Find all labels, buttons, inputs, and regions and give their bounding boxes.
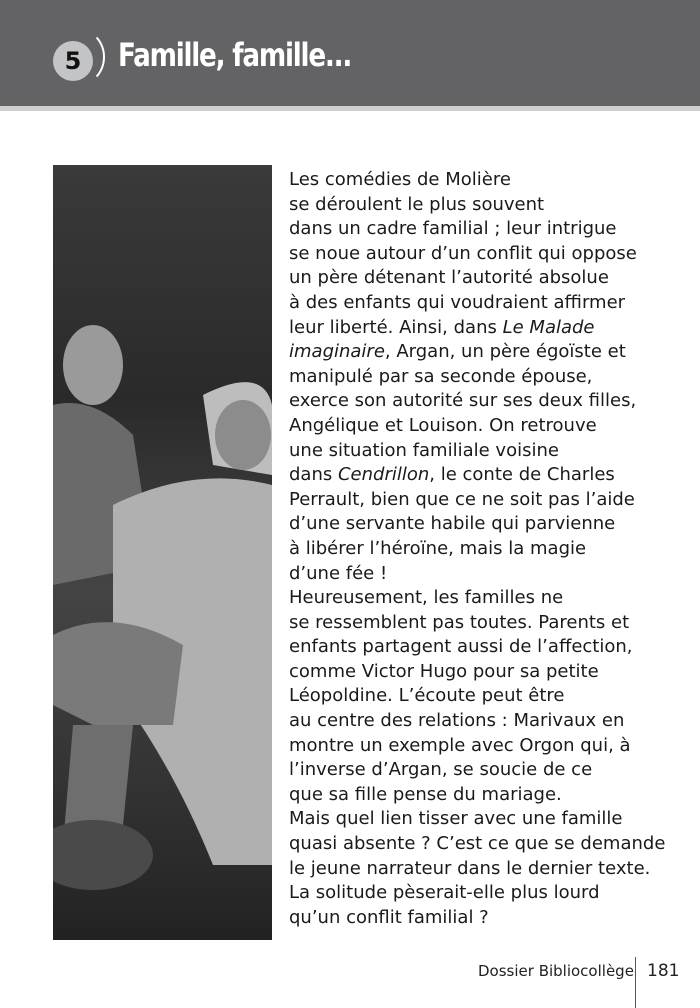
text-segment: à libérer l’héroïne, mais la magie (289, 537, 587, 559)
text-segment: Les comédies de Molière (289, 169, 511, 190)
text-line (289, 266, 689, 291)
text-segment: montre un exemple avec Orgon qui, à (289, 734, 631, 756)
text-segment: un père détenant l’autorité absolue (289, 267, 609, 289)
text-segment: Angélique et Louison. On retrouve (289, 414, 597, 436)
italic-title: imaginaire (289, 341, 385, 363)
header-divider (0, 106, 700, 111)
footer-separator (635, 957, 636, 1008)
text-line (289, 562, 689, 587)
text-line (289, 586, 689, 611)
text-segment: d’une servante habile qui parvienne (289, 513, 616, 535)
text-segment: l’inverse d’Argan, se soucie de ce (289, 759, 593, 781)
text-line (289, 439, 689, 464)
chapter-number-badge: 5 (53, 41, 93, 81)
text-line (289, 463, 689, 488)
text-segment: exerce son autorité sur ses deux filles, (289, 390, 637, 412)
text-segment: que sa fille pense du mariage. (289, 783, 562, 805)
text-line (289, 488, 689, 513)
painting-illustration (53, 165, 272, 940)
text-segment: Perrault, bien que ce ne soit pas l’aide (289, 488, 635, 510)
text-line (289, 291, 689, 316)
text-segment: qu’un conflit familial ? (289, 906, 489, 928)
text-line (289, 389, 689, 414)
chapter-title: Famille, famille... (118, 36, 352, 74)
text-line (289, 832, 689, 857)
text-line (289, 611, 689, 636)
text-segment: , le conte de Charles (429, 464, 615, 486)
text-segment: d’une fée ! (289, 562, 388, 584)
text-line (289, 365, 689, 390)
page-number: 181 (647, 961, 680, 981)
text-line (289, 340, 689, 365)
text-line (289, 709, 689, 734)
text-segment: leur liberté. Ainsi, dans (289, 316, 503, 338)
text-line (289, 537, 689, 562)
text-line (289, 168, 689, 193)
text-line (289, 881, 689, 906)
text-line (289, 512, 689, 537)
text-segment: une situation familiale voisine (289, 439, 559, 461)
text-segment: La solitude pèserait-elle plus lourd (289, 882, 600, 904)
text-segment: à des enfants qui voudraient affirmer (289, 291, 626, 313)
body-text (289, 168, 689, 930)
text-segment: Léopoldine. L’écoute peut être (289, 685, 565, 707)
text-segment: , Argan, un père égoïste et (384, 341, 626, 363)
text-line (289, 857, 689, 882)
text-line (289, 635, 689, 660)
text-line (289, 414, 689, 439)
text-line (289, 783, 689, 808)
text-segment: manipulé par sa seconde épouse, (289, 365, 593, 387)
italic-title: Cendrillon (337, 464, 430, 486)
text-line (289, 217, 689, 242)
text-segment: comme Victor Hugo pour sa petite (289, 660, 599, 682)
text-line (289, 684, 689, 709)
text-segment: le jeune narrateur dans le dernier texte. (289, 857, 651, 879)
text-segment: se déroulent le plus souvent (289, 193, 545, 215)
text-segment: dans un cadre familial ; leur intrigue (289, 218, 617, 240)
text-line (289, 758, 689, 783)
text-line (289, 316, 689, 341)
text-segment: quasi absente ? C’est ce que se demande (289, 833, 666, 855)
text-segment: se noue autour d’un conflit qui oppose (289, 242, 637, 264)
text-segment: Mais quel lien tisser avec une famille (289, 808, 623, 830)
text-line (289, 242, 689, 267)
italic-title: Le Malade (502, 316, 595, 338)
text-segment: au centre des relations : Marivaux en (289, 710, 625, 732)
text-segment: Heureusement, les familles ne (289, 587, 564, 609)
text-line (289, 734, 689, 759)
text-line (289, 906, 689, 931)
text-line (289, 807, 689, 832)
footer-book-label: Dossier Bibliocollège (478, 962, 634, 980)
text-segment: enfants partagent aussi de l’affection, (289, 636, 633, 658)
text-segment: se ressemblent pas toutes. Parents et (289, 611, 630, 633)
text-line (289, 193, 689, 218)
text-line (289, 660, 689, 685)
text-segment: dans (289, 464, 338, 486)
